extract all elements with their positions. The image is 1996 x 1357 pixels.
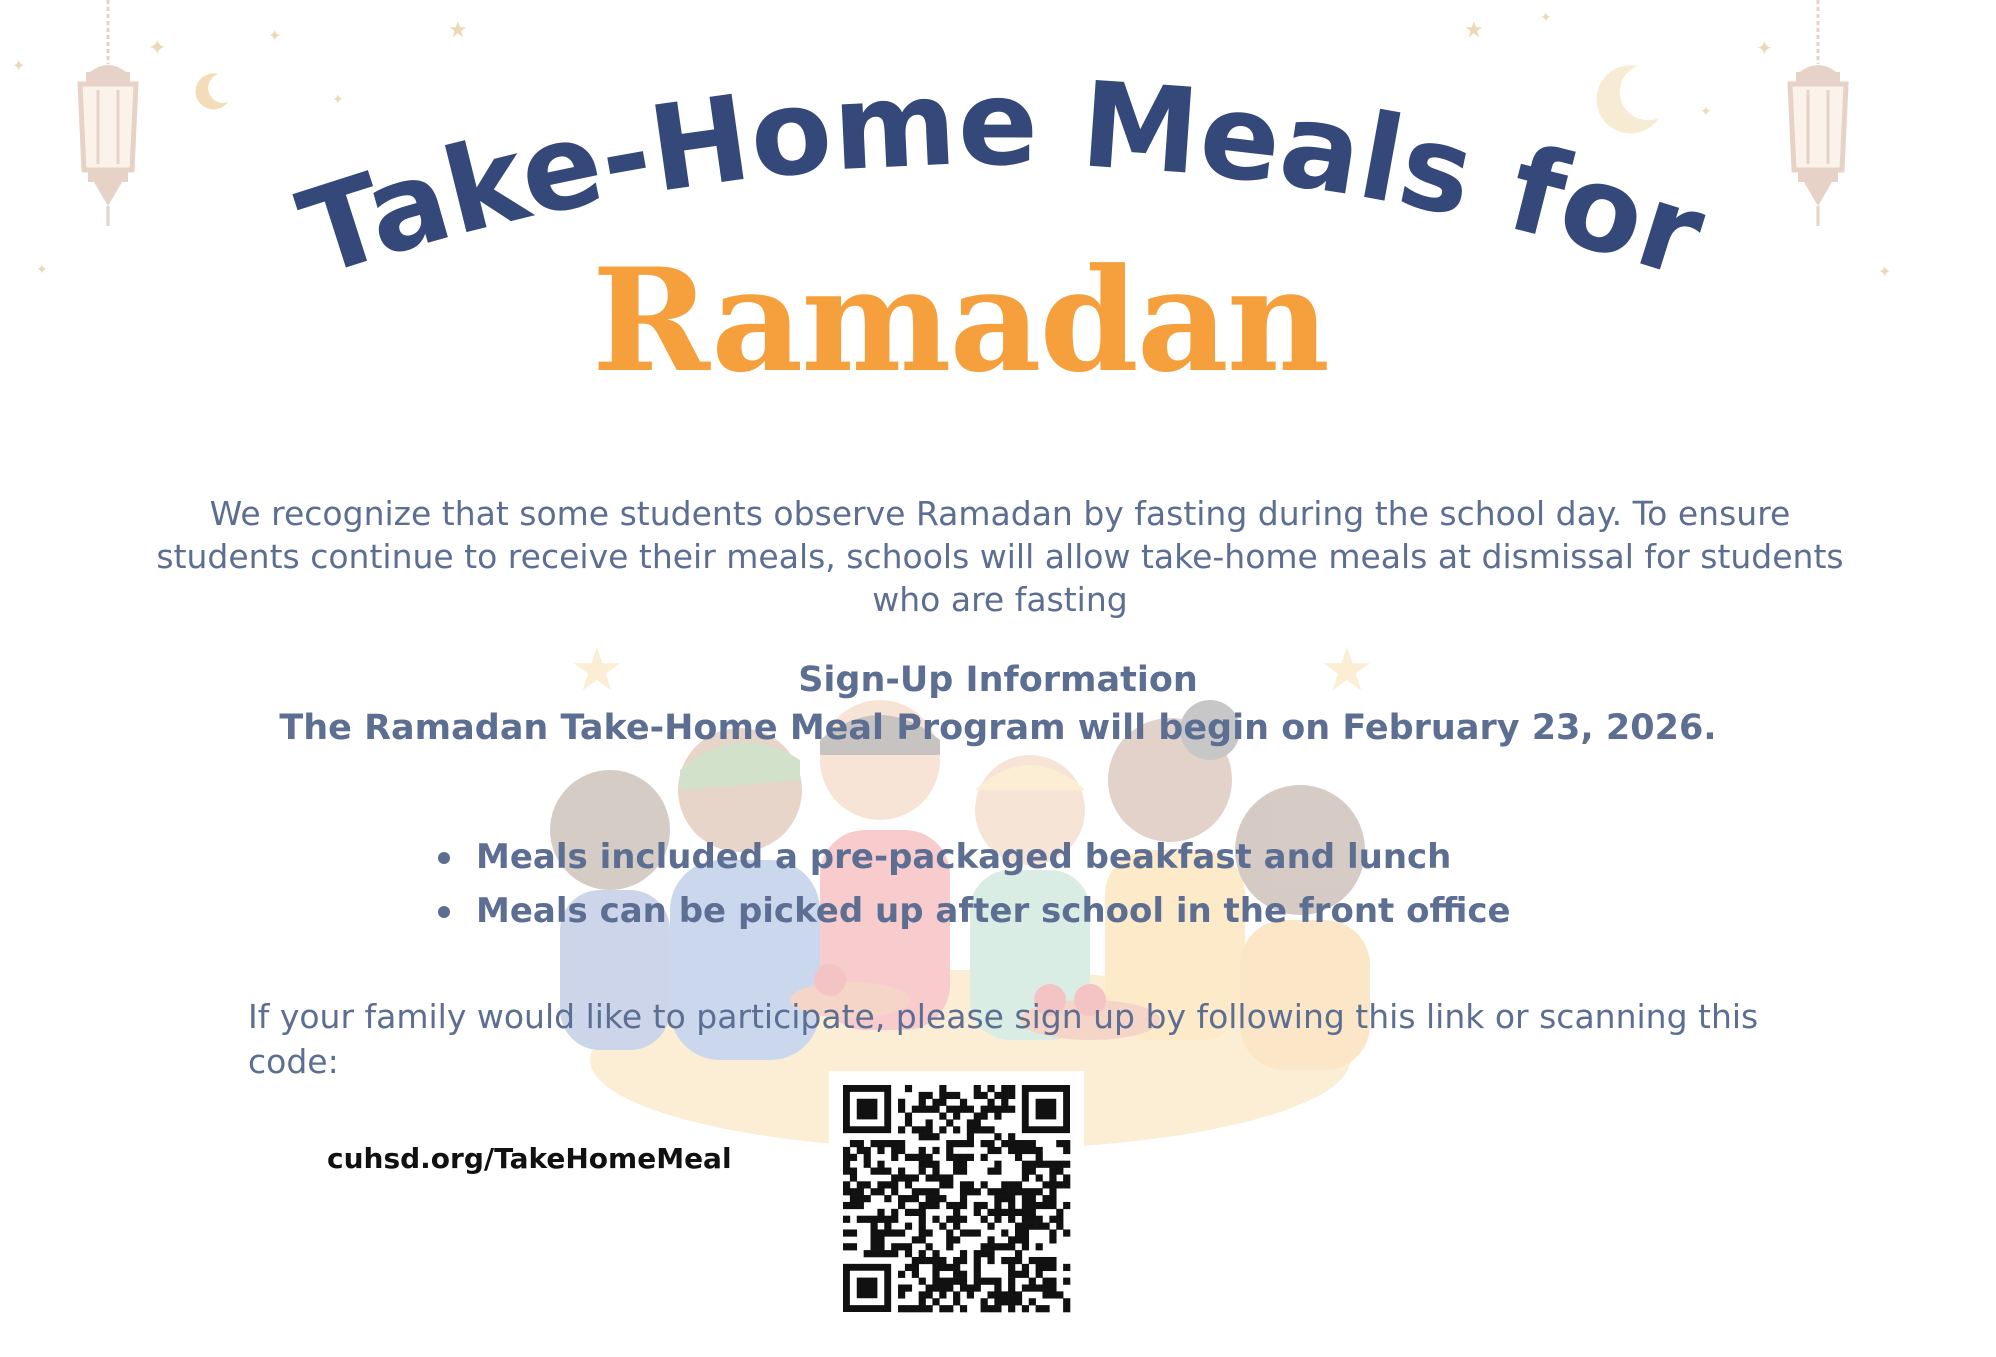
bullet-icon — [438, 852, 450, 864]
list-item-text: Meals can be picked up after school in the front office — [476, 891, 1511, 931]
program-start-date: The Ramadan Take-Home Meal Program will begin on February 23, 2026. — [279, 708, 1717, 748]
star-icon: ✦ — [1540, 10, 1552, 26]
star-icon: ✦ — [1756, 36, 1773, 60]
star-icon: ★ — [448, 18, 468, 43]
star-icon: ✦ — [1878, 262, 1892, 281]
title-line-1: Take-Home Meals for — [284, 60, 1720, 305]
participate-paragraph: If your family would like to participate, please sign up by following this link or scanning this code: — [248, 997, 1759, 1081]
star-icon: ✦ — [148, 36, 167, 61]
signup-link[interactable]: cuhsd.org/TakeHomeMeal — [327, 1142, 732, 1175]
star-icon: ✦ — [36, 262, 48, 278]
star-icon: ✦ — [1700, 104, 1712, 120]
meal-details-list — [438, 830, 1511, 938]
star-icon: ✦ — [12, 56, 26, 75]
svg-text:★: ★ — [1320, 635, 1374, 705]
list-item — [438, 884, 1511, 938]
svg-text:★: ★ — [570, 635, 624, 705]
bullet-icon — [438, 906, 450, 918]
title-ramadan: Ramadan — [591, 238, 1329, 404]
signup-heading: Sign-Up Information — [798, 660, 1198, 700]
list-item-text: Meals included a pre-packaged beakfast and lunch — [476, 837, 1452, 877]
star-icon: ✦ — [332, 92, 344, 108]
star-icon: ★ — [1464, 18, 1484, 43]
intro-paragraph: We recognize that some students observe Ramadan by fasting during the school day. To ensure students continue to receive their meals, schools will allow take-home meals at dismissal for students who are fasting — [156, 494, 1844, 619]
star-icon: ✦ — [268, 26, 282, 45]
qr-code[interactable] — [829, 1071, 1084, 1326]
list-item — [438, 830, 1511, 884]
